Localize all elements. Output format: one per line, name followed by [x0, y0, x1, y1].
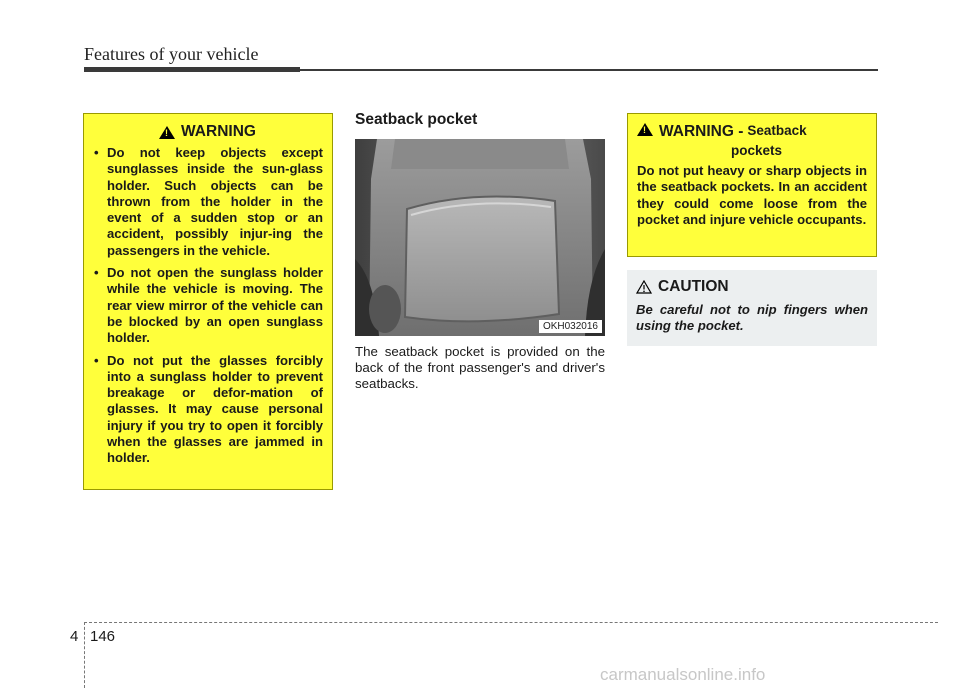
header-rule-thick	[84, 67, 300, 72]
warning-box-sunglass-holder	[83, 113, 333, 490]
warning-subheading-2: pockets	[731, 143, 783, 158]
warning-heading	[637, 123, 867, 141]
warning-heading-text: WARNING	[181, 123, 256, 140]
chapter-number: 4	[70, 628, 79, 645]
warning-list	[92, 145, 323, 467]
warning-item: • Do not keep objects except sunglasses inside the sun-glass holder. Such objects can be thrown from the holder in the event of a sudden stop or an accident, possibly injur-ing the passengers in the vehicle.	[92, 145, 323, 259]
section-body: The seatback pocket is provided on the back of the front passenger's and driver's seatbacks.	[355, 344, 605, 392]
page-number	[70, 628, 115, 645]
seatback-illustration	[355, 139, 605, 336]
caution-triangle-icon	[636, 280, 652, 294]
page-header-title: Features of your vehicle	[84, 44, 259, 64]
warning-triangle-icon	[637, 123, 653, 136]
page-number-value: 146	[90, 628, 116, 645]
warning-heading	[92, 123, 323, 141]
caution-heading	[636, 278, 868, 296]
warning-triangle-icon	[159, 126, 175, 139]
footer-rule	[84, 622, 938, 623]
header-rule-thin	[300, 69, 878, 71]
watermark: carmanualsonline.info	[600, 665, 766, 684]
caution-heading-text: CAUTION	[658, 278, 729, 295]
caution-box	[627, 270, 877, 346]
header-rule	[84, 67, 878, 72]
seatback-pocket-photo	[355, 139, 605, 336]
image-code-label: OKH032016	[539, 320, 602, 333]
warning-body: Do not put heavy or sharp objects in the seatback pockets. In an accident they could come loose from the pocket and injure vehicle occupants.	[637, 163, 867, 227]
warning-subheading-1: Seatback	[747, 123, 807, 138]
warning-heading-text: WARNING -	[659, 123, 744, 140]
section-title: Seatback pocket	[355, 111, 478, 128]
warning-box-seatback-pockets	[627, 113, 877, 257]
warning-item: • Do not put the glasses forcibly into a sunglass holder to prevent breakage or defor-mation of glasses. It may cause personal injury if you try to open it forcibly when the glasses are jammed in holder.	[92, 353, 323, 467]
warning-item: • Do not open the sunglass holder while the vehicle is moving. The rear view mirror of the vehicle can be blocked by an open sunglass holder.	[92, 265, 323, 346]
caution-body: Be careful not to nip fingers when using the pocket.	[636, 302, 868, 334]
